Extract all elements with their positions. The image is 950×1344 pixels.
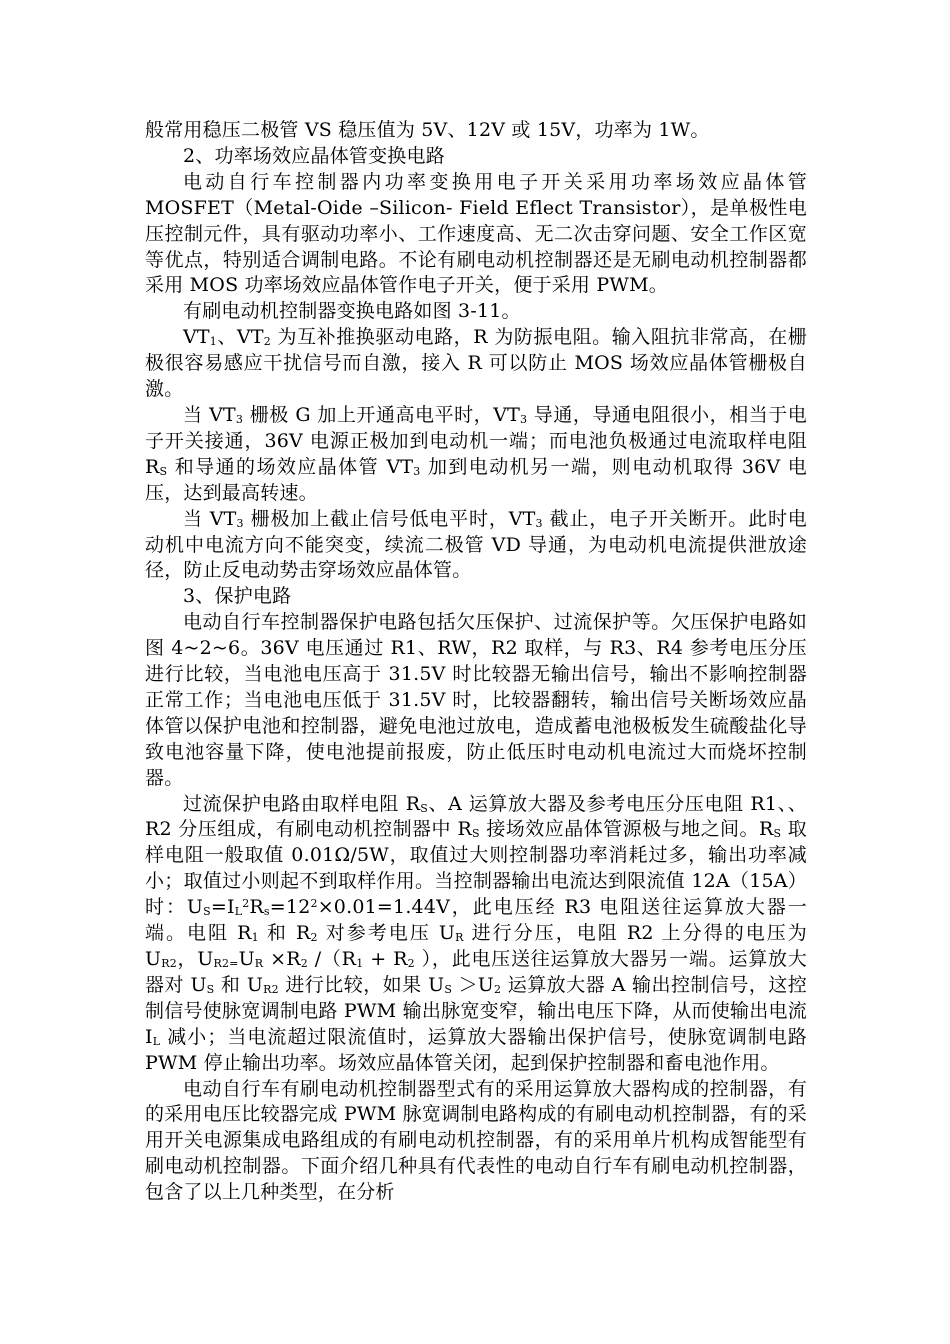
subscript: 3 xyxy=(236,516,244,530)
subscript: 2 xyxy=(300,957,308,970)
superscript: 2 xyxy=(242,897,250,911)
subscript: S xyxy=(444,982,453,996)
subscript: S xyxy=(773,827,782,841)
paragraph-mosfet: 电动自行车控制器内功率变换用电子开关采用功率场效应晶体管 MOSFET（Metal-Oide –Silicon- Field Eflect Transistor），是单极性电压控制元件，具有驱动功率小、工作速度高、无二次击穿问题、安全工作区宽等优点，特别适合调制电路。不论有刷电动机控制器还是无刷电动机控制器都采用 MOS 功率场效应晶体管作电子开关，便于采用 PWM。 xyxy=(145,170,807,297)
subscript: 2 xyxy=(310,931,318,945)
subscript: S xyxy=(420,801,429,815)
subscript: L xyxy=(152,1034,161,1048)
section-heading-2: 2、功率场效应晶体管变换电路 xyxy=(183,144,445,167)
subscript: 3 xyxy=(413,464,421,478)
subscript: R xyxy=(455,931,464,945)
subscript: s xyxy=(263,905,270,919)
paragraph-figure-ref: 有刷电动机控制器变换电路如图 3-11。 xyxy=(183,300,521,323)
paragraph-vt3-on: 当 $VT_3$ 栅极 G 加上开通高电平时，$VT_3$ 导通，导通电阻很小，相当于电子开关接通，36V 电源正极加到电动机一端；而电池负极通过电流取样电阻 $R_S$ 和导通的场效应晶体管 $VT_3$ 加到电动机另一端，则电动机取得 36V 电压，达到最高转速。 xyxy=(145,403,808,504)
subscript: 3 xyxy=(235,412,244,426)
subscript: 1 xyxy=(251,931,259,945)
subscript: R2 xyxy=(161,957,177,970)
subscript: 2 xyxy=(494,982,502,996)
subscript: 1 xyxy=(209,335,217,349)
document-page xyxy=(145,118,807,1206)
subscript: S xyxy=(472,827,480,841)
subscript: S xyxy=(159,464,168,478)
subscript: R2= xyxy=(213,957,239,970)
paragraph-controller-types: 电动自行车有刷电动机控制器型式有的采用运算放大器构成的控制器，有的采用电压比较器完成 PWM 脉宽调制电路构成的有刷电动机控制器，有的采用开关电源集成电路组成的有刷电动机控制器，有的采用单片机构成智能型有刷电动机控制器。下面介绍几种具有代表性的电动自行车有刷电动机控制器，包含了以上几种类型，在分析 xyxy=(145,1077,807,1204)
subscript: S xyxy=(206,982,215,996)
subscript: 2 xyxy=(263,335,271,349)
paragraph-overcurrent: 过流保护电路由取样电阻 $R_S$、A 运算放大器及参考电压分压电阻 R1、、R2 分压组成，有刷电动机控制器中 $R_S$ 接场效应晶体管源极与地之间。$R_S$ 取样电阻一般取值 0.01Ω/5W，取值过大则控制器功率消耗过多，输出功率减小；取值过小则起不到取样作用。当控制器输出电流达到限流值 12A（15A）时：$U_S=I_L^2R_s=12^2\times 0.01=1.44V$，此电压经 R3 电阻送往运算放大器一端。电阻 $R_1$ 和 $R_2$ 对参考电压 $U_R$ 进行分压，电阻 R2 上分得的电压为 $U_{R2}$，$U_{R2=}U_R \times R_2$ $/(R_1 + R_2$ ），此电压送往运算放大器另一端。运算放大器对 $U_S$ 和 $U_{R2}$ 进行比较，如果 $U_S >U_2$ 运算放大器 A 输出控制信号，这控制信号使脉宽调制电路 PWM 输出脉宽变窄，输出电压下降，从而使输出电流 $I_L$ 减小；当电流超过限流值时，运算放大器输出保护信号，使脉宽调制电路 PWM 停止输出功率。场效应晶体管关闭，起到保护控制器和畜电池作用。 xyxy=(145,792,807,1074)
paragraph-undervoltage: 电动自行车控制器保护电路包括欠压保护、过流保护等。欠压保护电路如图 4~2~6。36V 电压通过 R1、RW，R2 取样，与 R3、R4 参考电压分压进行比较，当电池电压高于 31.5V 时比较器无输出信号，输出不影响控制器正常工作；当电池电压低于 31.5V 时，比较器翻转，输出信号关断场效应晶体管以保护电池和控制器，避免电池过放电，造成蓄电池极板发生硫酸盐化导致电池容量下降，使电池提前报废，防止低压时电动机电流过大而烧坏控制器。 xyxy=(145,611,807,789)
paragraph-continued: 般常用稳压二极管 VS 稳压值为 5V、12V 或 15V，功率为 1W。 xyxy=(145,119,710,141)
subscript: L xyxy=(234,905,243,919)
paragraph-vt1-vt2: $VT_1$、$VT_2$ 为互补推换驱动电路，R 为防振电阻。输入阻抗非常高，在栅极很容易感应干扰信号而自激，接入 R 可以防止 MOS 场效应晶体管栅极自激。 xyxy=(145,326,808,401)
subscript: 2 xyxy=(407,957,415,970)
paragraph-vt3-off: 当 $VT_3$ 栅极加上截止信号低电平时，$VT_3$ 截止，电子开关断开。此时电动机中电流方向不能突变，续流二极管 VD 导通，为电动机电流提供泄放途径，防止反电动势击穿场效应晶体管。 xyxy=(145,507,808,582)
subscript: S xyxy=(203,905,211,919)
subscript: 1 xyxy=(356,957,364,970)
section-heading-3: 3、保护电路 xyxy=(183,585,292,608)
superscript: 2 xyxy=(310,897,318,911)
subscript: 3 xyxy=(535,516,543,530)
subscript: 3 xyxy=(520,412,528,426)
subscript: R xyxy=(254,957,264,970)
subscript: R2 xyxy=(263,982,279,996)
